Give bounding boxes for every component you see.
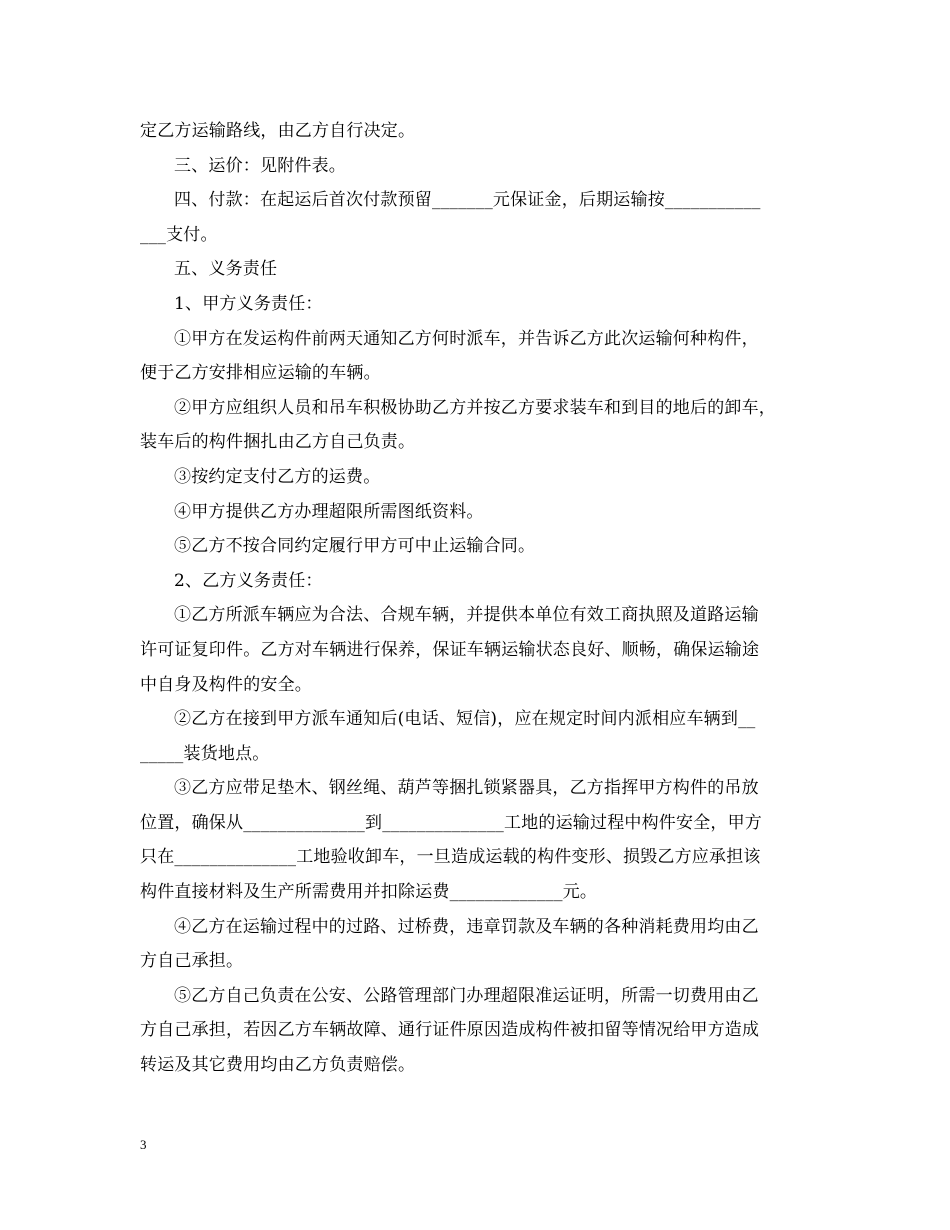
- text-line: 三、运价：见附件表。: [174, 155, 346, 176]
- text-line: ③按约定支付乙方的运费。: [174, 466, 381, 487]
- text-line: ④乙方在运输过程中的过路、过桥费，违章罚款及车辆的各种消耗费用均由乙: [174, 916, 759, 937]
- text-line: ①乙方所派车辆应为合法、合规车辆，并提供本单位有效工商执照及道路运输: [174, 605, 759, 626]
- text-line: 只在______________工地验收卸车，一旦造成运载的构件变形、损毁乙方应承担该: [140, 847, 761, 868]
- text-line: 方自己承担，若因乙方车辆故障、通行证件原因造成构件被扣留等情况给甲方造成: [140, 1020, 760, 1041]
- text-line: 中自身及构件的安全。: [140, 674, 312, 695]
- text-line: ③乙方应带足垫木、钢丝绳、葫芦等捆扎锁紧器具，乙方指挥甲方构件的吊放: [174, 778, 759, 799]
- text-line: 方自己承担。: [140, 951, 244, 972]
- text-line: ⑤乙方不按合同约定履行甲方可中止运输合同。: [174, 536, 536, 557]
- text-line: ①甲方在发运构件前两天通知乙方何时派车，并告诉乙方此次运输何种构件，: [174, 328, 759, 349]
- text-line: _____装货地点。: [140, 743, 270, 764]
- text-line: ___支付。: [140, 224, 218, 245]
- text-line: ②甲方应组织人员和吊车积极协助乙方并按乙方要求装车和到目的地后的卸车，: [174, 397, 776, 418]
- text-line: ⑤乙方自己负责在公安、公路管理部门办理超限准运证明，所需一切费用由乙: [174, 985, 759, 1006]
- text-line: 许可证复印件。乙方对车辆进行保养，保证车辆运输状态良好、顺畅，确保运输途: [140, 639, 760, 660]
- text-line: ②乙方在接到甲方派车通知后(电话、短信)，应在规定时间内派相应车辆到__: [174, 709, 756, 730]
- text-line: 1、甲方义务责任：: [174, 293, 323, 314]
- text-line: 装车后的构件捆扎由乙方自己负责。: [140, 432, 416, 453]
- text-line: 构件直接材料及生产所需费用并扣除运费_____________元。: [140, 882, 598, 903]
- document-body: [140, 114, 814, 1083]
- text-line: 2、乙方义务责任：: [174, 570, 323, 591]
- text-line: 位置，确保从______________到______________工地的运输过程中构件安全，甲方: [140, 812, 762, 833]
- text-line: 转运及其它费用均由乙方负责赔偿。: [140, 1055, 416, 1076]
- text-line: 定乙方运输路线，由乙方自行决定。: [140, 121, 416, 141]
- text-line: 五、义务责任: [174, 259, 278, 280]
- text-line: 四、付款：在起运后首次付款预留_______元保证金，后期运输按___________: [174, 190, 761, 211]
- page-number: 3: [140, 1137, 147, 1152]
- text-line: 便于乙方安排相应运输的车辆。: [140, 363, 381, 384]
- text-line: ④甲方提供乙方办理超限所需图纸资料。: [174, 501, 484, 522]
